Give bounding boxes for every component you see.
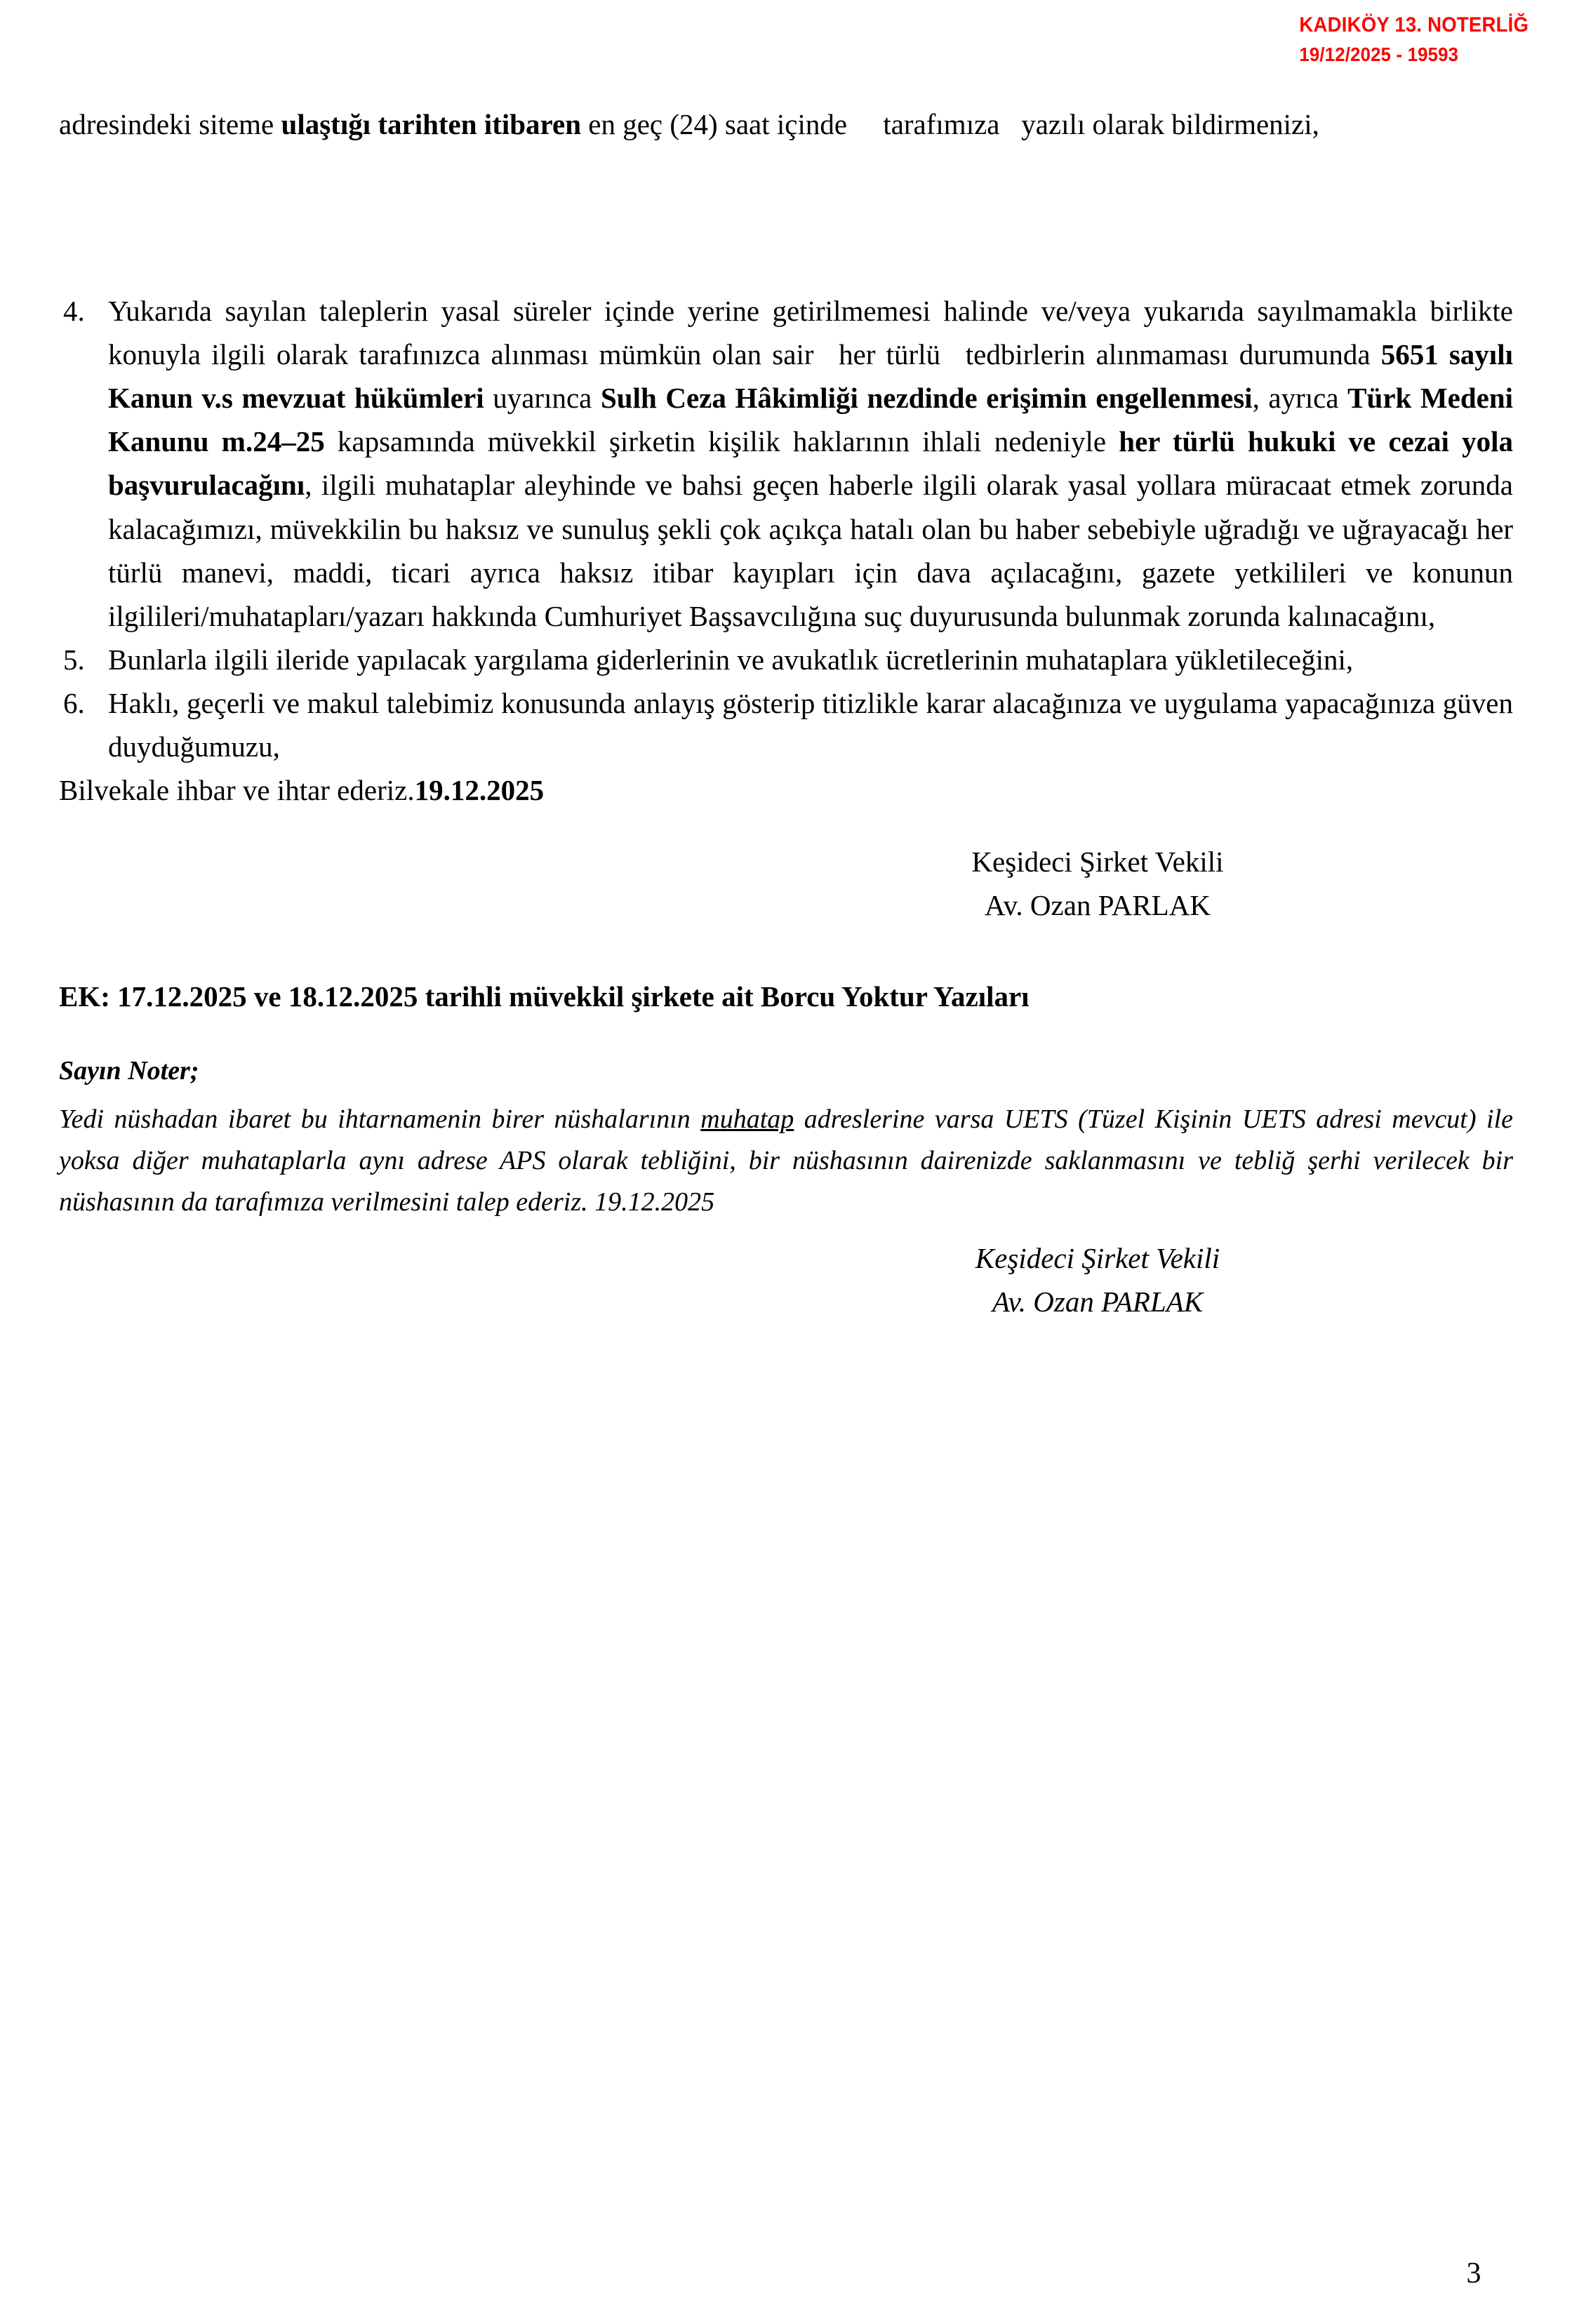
opening-paragraph-text (59, 102, 1513, 146)
notary-note-salutation: Sayın Noter; (59, 1056, 199, 1086)
note-seg-1: Yedi nüshadan ibaret bu ihtarnamenin birer nüshalarının (59, 1104, 701, 1134)
notary-note-body (59, 1099, 1513, 1223)
opening-seg-3: en geç (24) saat içinde tarafımıza yazılı olarak bildirmenizi, (581, 108, 1319, 140)
list-item (59, 638, 1513, 681)
note-seg-2-underline: muhatap (700, 1104, 794, 1134)
list-item-marker: 4. (63, 295, 85, 327)
signature-block-primary (880, 840, 1315, 928)
closing-statement-date: 19.12.2025 (414, 774, 545, 807)
opening-seg-1: adresindeki siteme (59, 108, 281, 140)
item4-seg-3: uyarınca (484, 382, 601, 415)
item4-seg-1: Yukarıda sayılan taleplerin yasal süreler içinde yerine getirilmemesi halinde ve/veya yukarıda sayılmamakla birlikte konuyla ilgili olarak tarafınızca alınması mümkün olan sair her türlü tedbirlerin alınmaması durumunda (108, 295, 1513, 371)
note-seg-3: adreslerine varsa UETS (Tüzel Kişinin UETS adresi mevcut) ile yoksa diğer muhataplarla aynı adrese APS olarak tebliğini, bir nüshasının dairenizde saklanmasını ve tebliğ şerhi verilecek bir nüshasının da tarafımıza verilmesini talep ederiz. 19.12.2025 (59, 1104, 1513, 1217)
list-item-content: Haklı, geçerli ve makul talebimiz konusunda anlayış gösterip titizlikle karar alacağınıza ve uygulama yapacağınıza güven duyduğumuzu, (108, 686, 1513, 763)
page-number: 3 (1466, 2257, 1481, 2290)
item4-seg-4-bold: Sulh Ceza Hâkimliği nezdinde erişimin engellenmesi (600, 382, 1253, 415)
signature-role: Keşideci Şirket Vekili (971, 846, 1224, 878)
numbered-list (59, 289, 1513, 812)
list-item-marker: 5. (63, 643, 85, 676)
list-item (59, 289, 1513, 638)
item4-seg-7: kapsamında müvekkil şirketin kişilik haklarının ihlali nedeniyle (324, 425, 1119, 458)
item4-seg-6-bold: Türk Medeni Kanunu m.24–25 (108, 382, 1514, 458)
notary-office-label: KADIKÖY 13. NOTERLİĞ (1299, 13, 1528, 36)
signature-name: Av. Ozan PARLAK (992, 1285, 1204, 1318)
document-page (59, 0, 1513, 2324)
list-item-content: Bunlarla ilgili ileride yapılacak yargılama giderlerinin ve avukatlık ücretlerinin muhataplara yükletileceğini, (108, 643, 1354, 676)
item4-seg-5: , ayrıca (1252, 382, 1348, 415)
notary-date-number-label: 19/12/2025 - 19593 (1299, 43, 1459, 65)
signature-block-secondary (880, 1236, 1315, 1324)
item4-seg-2-bold: 5651 sayılı Kanun v.s mevzuat hükümleri (108, 338, 1513, 415)
opening-paragraph (59, 102, 1513, 146)
list-item-marker: 6. (63, 686, 85, 719)
attachment-heading: EK: 17.12.2025 ve 18.12.2025 tarihli müvekkil şirkete ait Borcu Yoktur Yazıları (59, 980, 1030, 1013)
item4-seg-8-bold: her türlü hukuki ve cezai yola başvurulacağını (108, 425, 1514, 502)
list-item-content (108, 289, 1513, 638)
item4-seg-9: , ilgili muhataplar aleyhinde ve bahsi geçen haberle ilgili olarak yasal yollara müracaat etmek zorunda kalacağımızı, müvekkilin bu haksız ve sunuluş şekli çok açıkça hatalı olan bu haber sebebiyle uğradığı ve uğrayacağı her türlü manevi, maddi, ticari ayrıca haksız itibar kayıpları için dava açılacağını, gazete yetkilileri ve konunun ilgilileri/muhatapları/yazarı hakkında Cumhuriyet Başsavcılığına suç duyurusunda bulunmak zorunda kalınacağını, (108, 469, 1513, 632)
opening-seg-2-bold: ulaştığı tarihten itibaren (281, 108, 581, 140)
signature-role: Keşideci Şirket Vekili (975, 1242, 1220, 1274)
list-item (59, 681, 1513, 768)
closing-statement (59, 768, 1513, 812)
notary-note (59, 1050, 1513, 1223)
closing-statement-text: Bilvekale ihbar ve ihtar ederiz. (59, 774, 415, 807)
signature-name: Av. Ozan PARLAK (985, 889, 1211, 922)
